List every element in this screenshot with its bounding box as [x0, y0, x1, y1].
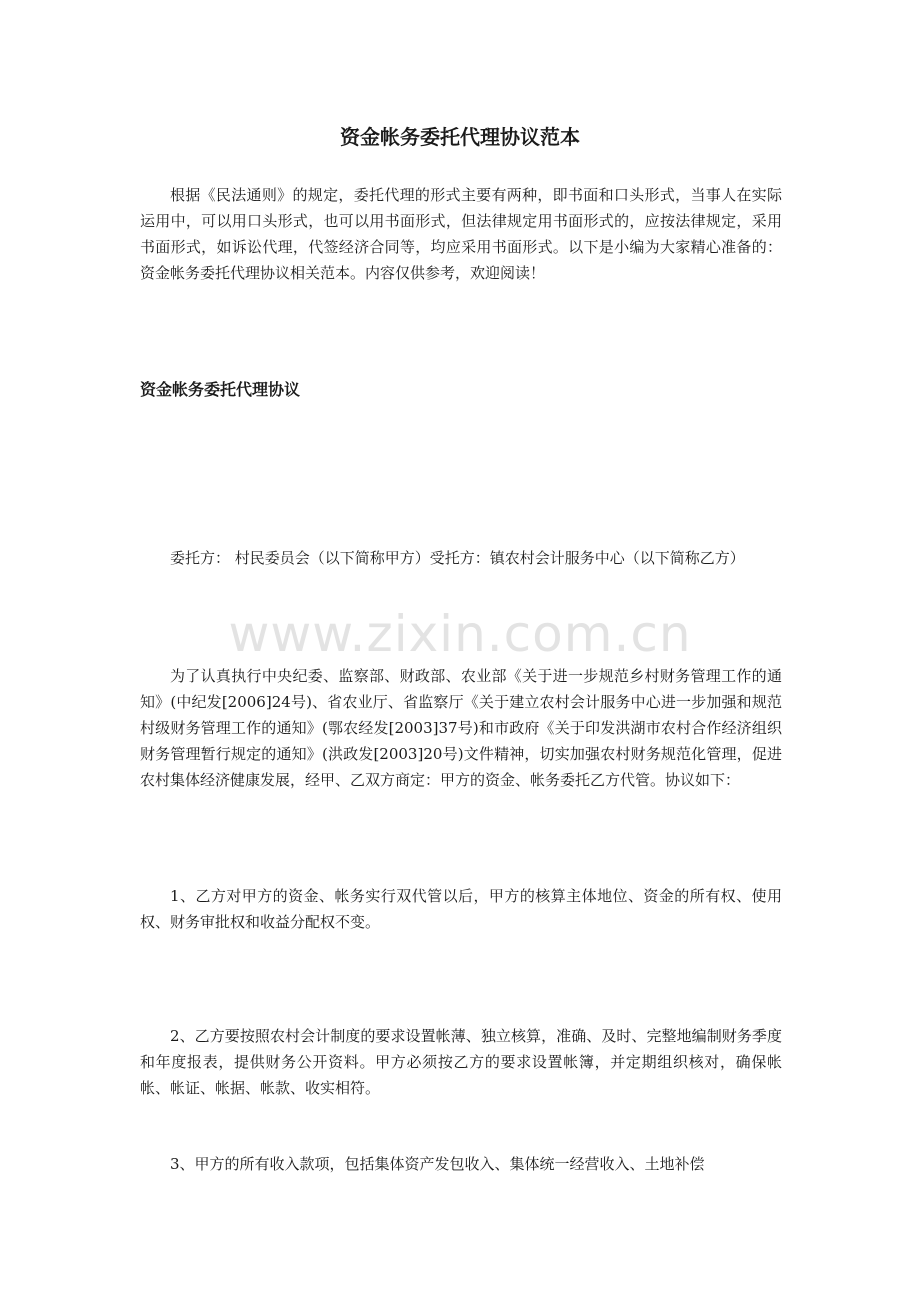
section-heading: 资金帐务委托代理协议 [140, 380, 301, 399]
clause-2: 2、乙方要按照农村会计制度的要求设置帐薄、独立核算，准确、及时、完整地编制财务季度和年度报表，提供财务公开资料。甲方必须按乙方的要求设置帐簿，并定期组织核对，确保帐帐、帐证、帐据、帐款、收实相符。 [140, 1027, 782, 1097]
document-title: 资金帐务委托代理协议范本 [340, 125, 580, 149]
intro-paragraph: 根据《民法通则》的规定，委托代理的形式主要有两种，即书面和口头形式，当事人在实际运用中，可以用口头形式，也可以用书面形式，但法律规定用书面形式的，应按法律规定，采用书面形式，如诉讼代理，代签经济合同等，均应采用书面形式。以下是小编为大家精心准备的：资金帐务委托代理协议相关范本。内容仅供参考，欢迎阅读！ [140, 186, 782, 282]
clause-1: 1、乙方对甲方的资金、帐务实行双代管以后，甲方的核算主体地位、资金的所有权、使用权、财务审批权和收益分配权不变。 [140, 887, 782, 931]
watermark: www.zixin.com.cn [228, 605, 692, 663]
basis-paragraph: 为了认真执行中央纪委、监察部、财政部、农业部《关于进一步规范乡村财务管理工作的通知》(中纪发[2006]24号)、省农业厅、省监察厅《关于建立农村会计服务中心进一步加强和规范村级财务管理工作的通知》(鄂农经发[2003]37号)和市政府《关于印发洪湖市农村合作经济组织财务管理暂行规定的通知》(洪政发[2003]20号)文件精神，切实加强农村财务规范化管理，促进农村集体经济健康发展，经甲、乙双方商定：甲方的资金、帐务委托乙方代管。协议如下： [140, 667, 782, 789]
clause-3: 3、甲方的所有收入款项，包括集体资产发包收入、集体统一经营收入、土地补偿 [170, 1155, 705, 1173]
parties-paragraph: 委托方： 村民委员会（以下简称甲方）受托方：镇农村会计服务中心（以下简称乙方） [170, 549, 745, 567]
